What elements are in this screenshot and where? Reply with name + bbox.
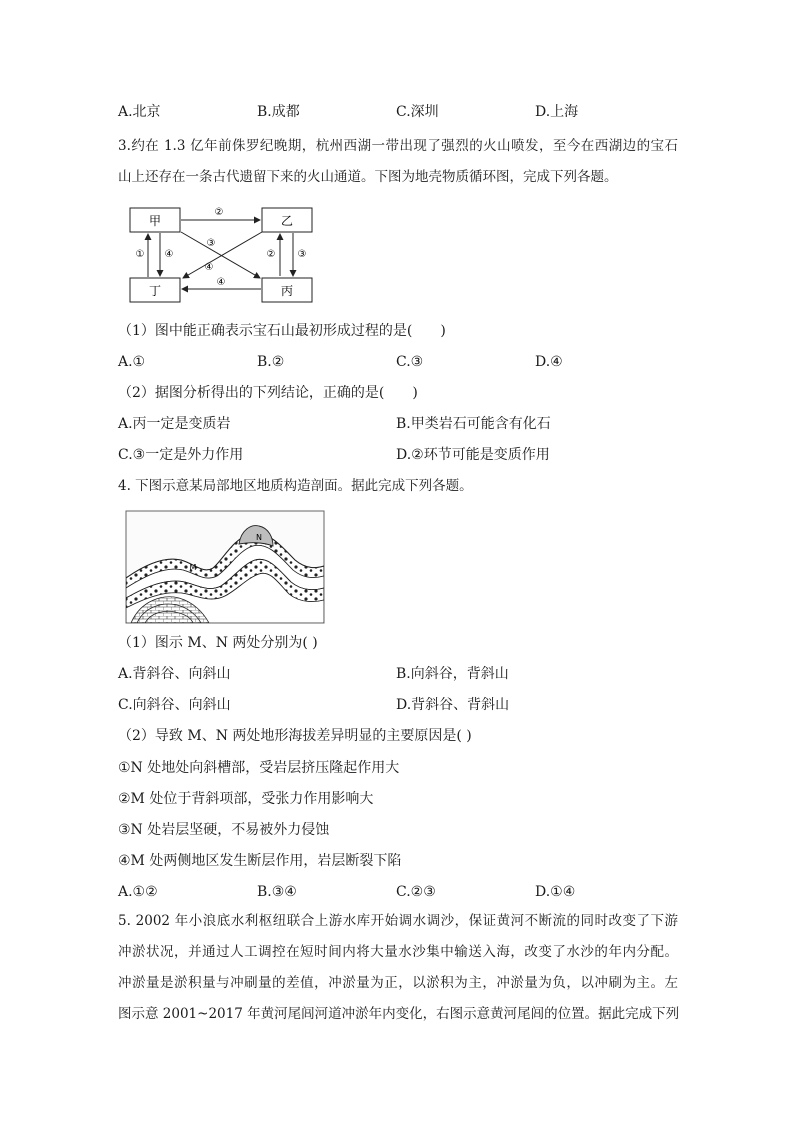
q4-sub2-option-c[interactable]: C.②③ [396, 884, 436, 900]
label-n: N [256, 533, 262, 542]
box-jia-label: 甲 [148, 214, 162, 228]
q5-line-3: 冲淤量是淤积量与冲刷量的差值，冲淤量为正，以淤积为主，冲淤量为负，以冲刷为主。左 [118, 975, 678, 991]
rock-cycle-diagram [125, 202, 320, 304]
q4-sub2-option-a[interactable]: A.①② [118, 884, 158, 900]
q4-sub1-question: （1）图示 M、N 两处分别为( ) [118, 635, 318, 651]
q5-stem [118, 906, 678, 1030]
q5-line-1: 5. 2002 年小浪底水利枢纽联合上游水库开始调水调沙，保证黄河不断流的同时改变了下游 [118, 913, 678, 929]
arrow-label-bing-yi: ② [266, 249, 276, 260]
q4-sub2-question: （2）导致 M、N 两处地形海拔差异明显的主要原因是( ) [118, 728, 472, 744]
q3-stem-line-2: 山上还存在一条古代遗留下来的火山通道。下图为地壳物质循环图，完成下列各题。 [118, 169, 618, 185]
arrow-label-bing-ding: ④ [216, 277, 226, 288]
q3-stem [118, 131, 678, 193]
q3-sub2-option-a[interactable]: A.丙一定是变质岩 [118, 416, 231, 432]
arrow-label-yi-ding: ④ [204, 262, 214, 273]
q3-sub1-option-b[interactable]: B.② [257, 354, 285, 370]
q2-option-d[interactable]: D.上海 [535, 104, 579, 120]
q4-sub2-option-d[interactable]: D.①④ [535, 884, 576, 900]
arrow-label-jia-bing: ③ [206, 238, 216, 249]
q5-line-2: 冲淤状况，并通过人工调控在短时间内将大量水沙集中输送入海，改变了水沙的年内分配。 [118, 944, 678, 960]
q4-sub2-statement-3: ③N 处岩层坚硬，不易被外力侵蚀 [118, 822, 330, 838]
geologic-cross-section-figure [123, 508, 327, 626]
q4-sub1-option-d[interactable]: D.背斜谷、背斜山 [396, 697, 510, 713]
arrow-label-yi-bing: ③ [297, 249, 307, 260]
arrow-jia-bing [181, 232, 260, 278]
q3-sub1-question: （1）图中能正确表示宝石山最初形成过程的是( ) [118, 323, 446, 339]
q5-line-4: 图示意 2001~2017 年黄河尾闾河道冲淤年内变化，右图示意黄河尾闾的位置。据此完成下列 [118, 1006, 680, 1022]
box-ding-label: 丁 [148, 284, 162, 298]
label-m: M [189, 563, 197, 572]
box-yi-label: 乙 [280, 214, 294, 228]
q4-stem: 4. 下图示意某局部地区地质构造剖面。据此完成下列各题。 [118, 478, 473, 494]
q4-sub1-option-c[interactable]: C.向斜谷、向斜山 [118, 697, 231, 713]
box-bing-label: 丙 [280, 284, 294, 298]
q4-sub2-statement-4: ④M 处两侧地区发生断层作用，岩层断裂下陷 [118, 853, 402, 869]
q3-sub1-option-a[interactable]: A.① [118, 354, 146, 370]
q4-sub2-statement-2: ②M 处位于背斜项部，受张力作用影响大 [118, 791, 374, 807]
arrow-yi-ding [183, 232, 262, 278]
q4-sub1-option-b[interactable]: B.向斜谷，背斜山 [396, 666, 509, 682]
arrow-label-jia-ding: ④ [164, 249, 174, 260]
q2-option-b[interactable]: B.成都 [257, 104, 300, 120]
q3-sub1-option-c[interactable]: C.③ [396, 354, 424, 370]
arrow-label-ding-jia: ① [135, 249, 145, 260]
q3-sub2-option-b[interactable]: B.甲类岩石可能含有化石 [396, 416, 551, 432]
q3-sub2-option-d[interactable]: D.②环节可能是变质作用 [396, 447, 550, 463]
q4-sub1-option-a[interactable]: A.背斜谷、向斜山 [118, 666, 231, 682]
q3-sub2-option-c[interactable]: C.③一定是外力作用 [118, 447, 244, 463]
q4-sub2-option-b[interactable]: B.③④ [257, 884, 297, 900]
q3-stem-line-1: 3.约在 1.3 亿年前侏罗纪晚期，杭州西湖一带出现了强烈的火山喷发，至今在西湖边的宝石 [118, 138, 678, 154]
arrow-label-jia-yi: ② [214, 207, 224, 218]
q2-option-c[interactable]: C.深圳 [396, 104, 439, 120]
q3-sub2-question: （2）据图分析得出的下列结论，正确的是( ) [118, 385, 418, 401]
q3-sub1-option-d[interactable]: D.④ [535, 354, 563, 370]
q4-sub2-statement-1: ①N 处地处向斜槽部，受岩层挤压隆起作用大 [118, 760, 400, 776]
q2-option-a[interactable]: A.北京 [118, 104, 161, 120]
